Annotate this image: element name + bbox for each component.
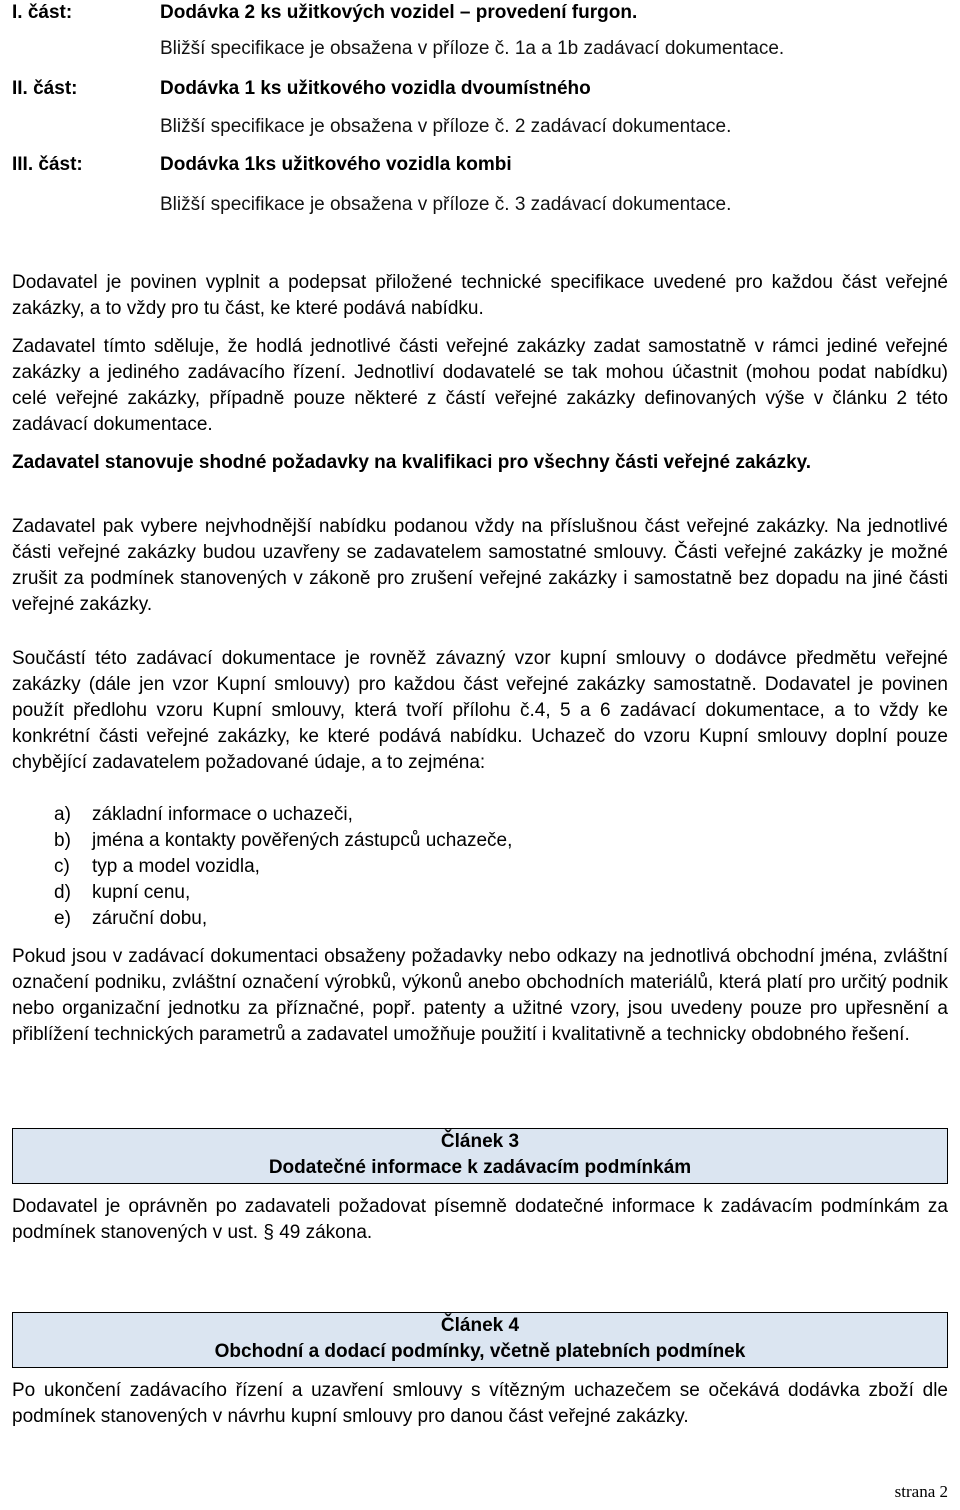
list-text: kupní cenu, [92,882,191,903]
part-2-title: Dodávka 1 ks užitkového vozidla dvoumístného [160,78,591,99]
part-3-label: III. část: [12,154,83,175]
part-1-spec: Bližší specifikace je obsažena v příloze č. 1a a 1b zadávací dokumentace. [160,38,785,59]
paragraph-contract-template: Součástí této zadávací dokumentace je rovněž závazný vzor kupní smlouvy o dodávce předmětu veřejné zakázky (dále jen vzor Kupní smlouvy) pro každou část veřejné zakázky samostatně. Dodavatel je povinen použít předlohu vzoru Kupní smlouvy, která tvoří přílohu č.4, 5 a 6 zadávací dokumentace, a to vždy ke konkrétní části veřejné zakázky, ke které podává nabídku. Uchazeč do vzoru Kupní smlouvy doplní pouze chybějící zadavatelem požadované údaje, a to zejména: [12,648,948,773]
paragraph-technical-specs: Dodavatel je povinen vyplnit a podepsat přiložené technické specifikace uvedené pro každou část veřejné zakázky, a to vždy pro tu část, ke které podává nabídku. [12,272,948,319]
list-letter: a) [54,804,71,825]
list-text: jména a kontakty pověřených zástupců uchazeče, [92,830,513,851]
list-text: záruční dobu, [92,908,208,929]
article-4-title: Obchodní a dodací podmínky, včetně platebních podmínek [214,1341,746,1362]
list-item [54,854,934,880]
list-item [54,906,934,932]
list-letter: b) [54,830,71,851]
required-data-list [54,802,934,932]
document-page [12,0,948,1427]
paragraph-qualification: Zadavatel stanovuje shodné požadavky na kvalifikaci pro všechny části veřejné zakázky. [12,452,812,473]
list-text: základní informace o uchazeči, [92,804,353,825]
parts-list [12,0,948,230]
paragraph-additional-info: Dodavatel je oprávněn po zadavateli požadovat písemně dodatečné informace k zadávacím podmínkám za podmínek stanovených v ust. § 49 zákona. [12,1196,948,1243]
article-3-title: Dodatečné informace k zadávacím podmínkám [268,1157,692,1178]
list-letter: c) [54,856,70,877]
list-letter: d) [54,882,71,903]
paragraph-parts-award: Zadavatel tímto sděluje, že hodlá jednotlivé části veřejné zakázky zadat samostatně v rámci jediné veřejné zakázky a jediného zadávacího řízení. Jednotliví dodavatelé se tak mohou účastnit (mohou podat nabídku) celé veřejné zakázky, případně pouze některé z částí veřejné zakázky definovaných výše v článku 2 této zadávací dokumentace. [12,336,948,435]
paragraph-delivery: Po ukončení zadávacího řízení a uzavření smlouvy s vítězným uchazečem se očekává dodávka zboží dle podmínek stanovených v návrhu kupní smlouvy pro danou část veřejné zakázky. [12,1380,948,1427]
part-3-spec: Bližší specifikace je obsažena v příloze č. 3 zadávací dokumentace. [160,194,732,215]
part-2-label: II. část: [12,78,78,99]
part-1-label: I. část: [12,2,73,23]
list-text: typ a model vozidla, [92,856,260,877]
article-4-header [12,1312,948,1368]
part-1-title: Dodávka 2 ks užitkových vozidel – provedení furgon. [160,2,638,23]
part-3-title: Dodávka 1ks užitkového vozidla kombi [160,154,512,175]
part-2-spec: Bližší specifikace je obsažena v příloze č. 2 zadávací dokumentace. [160,116,732,137]
paragraph-trade-names: Pokud jsou v zadávací dokumentaci obsaženy požadavky nebo odkazy na jednotlivá obchodní jména, zvláštní označení podniku, zvláštní označení výrobků, výkonů anebo obchodních materiálů, která platí pro určitý podnik nebo organizační jednotku za příznačné, popř. patenty a užitné vzory, jsou uvedeny pouze pro upřesnění a přiblížení technických parametrů a zadavatel umožňuje použití i kvalitativně a technicky obdobného řešení. [12,946,948,1045]
paragraph-selection: Zadavatel pak vybere nejvhodnější nabídku podanou vždy na příslušnou část veřejné zakázky. Na jednotlivé části veřejné zakázky budou uzavřeny se zadavatelem samostatné smlouvy. Části veřejné zakázky je možné zrušit za podmínek stanovených v zákoně pro zrušení veřejné zakázky i samostatně bez dopadu na jiné části veřejné zakázky. [12,516,948,615]
list-item [54,880,934,906]
list-letter: e) [54,908,71,929]
page-number: strana 2 [894,1482,948,1501]
article-3-header [12,1128,948,1184]
article-4-number: Článek 4 [440,1315,520,1336]
list-item [54,802,934,828]
article-3-number: Článek 3 [440,1131,520,1152]
list-item [54,828,934,854]
